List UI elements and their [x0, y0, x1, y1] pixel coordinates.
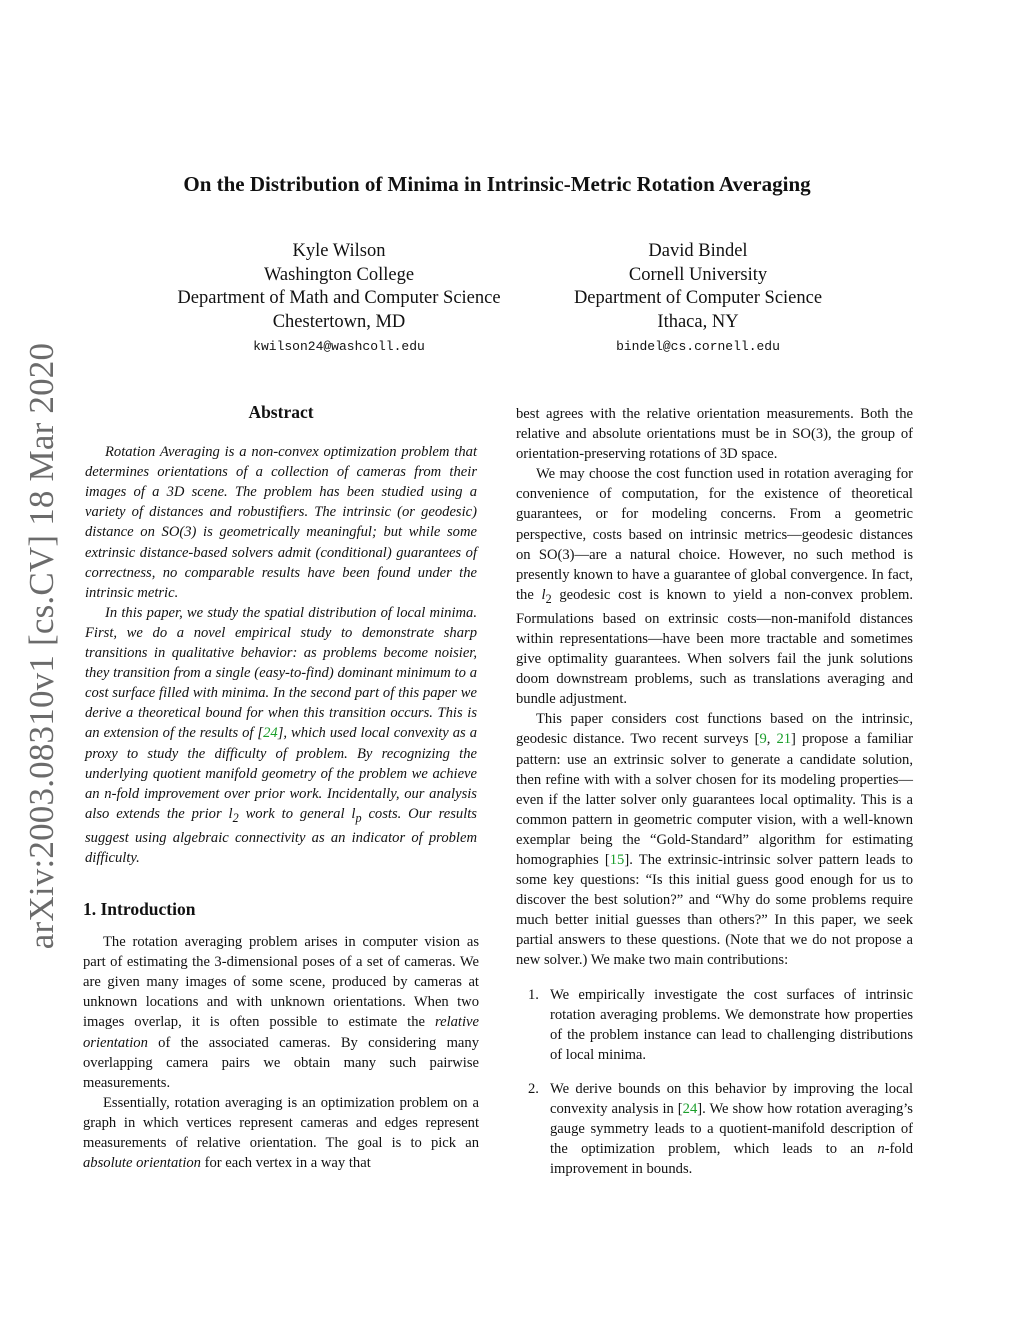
math-symbol: n	[877, 1141, 885, 1158]
author-name: Kyle Wilson	[292, 241, 386, 261]
text-run: ,	[766, 731, 777, 748]
right-column	[516, 404, 913, 1193]
text-run: In this paper, we study the spatial distribution of local minima. First, we do a novel empirical study to demonstrate sharp transitions in qualitative behavior: as problems become noisier, they transition from a single (easy-to-find) dominant minimum to a cost surface filled with minima. In the second part of this paper we derive a theoretical bound for when this transition occurs. This is an extension of the results of [	[85, 604, 477, 742]
text-run: work to general	[238, 805, 352, 822]
author-block-2	[548, 240, 848, 357]
math-subscript: p	[355, 810, 362, 825]
author-email[interactable]: bindel@cs.cornell.edu	[616, 339, 780, 354]
text-run: ] propose a familiar pattern: use an extrinsic solver to generate a candidate solution, then refine with with a solver chosen for its modeling properties—even if the latter solver only guarantees local optimality. This is a common pattern in geometric computer vision, with a well-known exemplar being the “Gold-Standard” algorithm for estimating homographies [	[516, 731, 913, 868]
author-email[interactable]: kwilson24@washcoll.edu	[253, 339, 425, 354]
list-item-text: We derive bounds on this behavior by improving the local convexity analysis in [	[550, 1080, 913, 1117]
author-department: Department of Math and Computer Science	[177, 288, 501, 308]
text-run: of the associated cameras. By considering many overlapping camera pairs we obtain many such pairwise measurements.	[83, 1034, 479, 1091]
author-location: Ithaca, NY	[657, 311, 739, 332]
list-item	[516, 985, 913, 1065]
math-symbol: l	[228, 805, 233, 822]
text-run: costs. Our results suggest using algebraic connectivity as an indicator of problem difficulty.	[85, 805, 477, 866]
text-run: We may choose the cost function used in rotation averaging for convenience of computation, for the existence of theoretical guarantees, or for modeling concerns. From a geometric perspective, costs based on intrinsic metrics—geodesic distances on SO(3)—are a natural choice. However, no such method is presently known to have a guarantee of global convergence. In fact, the	[516, 466, 913, 603]
abstract-body	[83, 442, 479, 868]
list-item-text: -fold improvement in bounds.	[550, 1141, 913, 1178]
text-run: geodesic cost is known to yield a non-convex problem. Formulations based on extrinsic costs—non-manifold distances within representations—have been more tractable and sometimes give optimality guarantees. When solvers fail the junk solutions doom downstream problems, such as translations averaging and bundle adjustment.	[516, 586, 913, 708]
citation-link[interactable]: 24	[682, 1101, 698, 1117]
author-location: Chestertown, MD	[272, 311, 406, 332]
intro-paragraph-1	[83, 932, 479, 1093]
text-run: This paper considers cost functions based on the intrinsic, geodesic distance. Two recent surveys [	[516, 711, 913, 748]
abstract-paragraph-2	[85, 603, 477, 868]
author-name: David Bindel	[648, 241, 748, 261]
intro-paragraph-4	[516, 709, 913, 970]
list-item-text: ]. We show how rotation averaging’s gauge symmetry leads to a quotient-manifold description of the optimization problem, which leads to an	[550, 1101, 913, 1158]
citation-link[interactable]: 24	[263, 725, 278, 742]
math-symbol: l	[351, 805, 356, 822]
section-heading-introduction: 1. Introduction	[83, 898, 196, 919]
contributions-list	[516, 985, 913, 1180]
abstract-paragraph-1: Rotation Averaging is a non-convex optimization problem that determines orientations of a collection of cameras from their images of a 3D scene. The problem has been studied using a variety of distances and robustifiers. The intrinsic (or geodesic) distance on SO(3) is geometrically meaningful; but while some extrinsic distance-based solvers admit (conditional) guarantees of correctness, no comparable results have been found under the intrinsic metric.	[85, 444, 477, 601]
author-affiliation: Washington College	[263, 264, 415, 285]
intro-paragraph-3	[516, 464, 913, 709]
list-number: 1.	[528, 986, 539, 1003]
citation-link[interactable]: 21	[776, 731, 792, 748]
math-symbol: l	[541, 586, 546, 603]
math-subscript: 2	[545, 591, 552, 606]
math-subscript: 2	[232, 810, 239, 825]
text-run: -fold improvement over prior work. Incidentally, our analysis also extends the prior	[85, 785, 477, 822]
arxiv-stamp	[12, 342, 72, 950]
text-run: Essentially, rotation averaging is an optimization problem on a graph in which vertices represent cameras and edges represent measurements of relative orientation. The goal is to pick an	[83, 1094, 479, 1151]
math-symbol: n	[104, 785, 112, 802]
citation-link[interactable]: 9	[759, 731, 767, 748]
emphasis: relative orientation	[83, 1014, 479, 1051]
paper-title: On the Distribution of Minima in Intrinsic-Metric Rotation Averaging	[183, 172, 811, 196]
abstract-heading: Abstract	[248, 402, 314, 422]
emphasis: absolute orientation	[83, 1155, 201, 1172]
intro-paragraph-2-continued: best agrees with the relative orientation measurements. Both the relative and absolute orientations must be in SO(3), the group of orientation-preserving rotations of 3D space.	[516, 406, 913, 463]
list-item	[516, 1079, 913, 1179]
author-block-1	[150, 240, 528, 357]
author-department: Department of Computer Science	[573, 288, 823, 308]
list-number: 2.	[528, 1080, 539, 1097]
text-run: ], which used local convexity as a proxy to study the difficulty of problem. By recognizing the underlying quotient manifold geometry of the problem we achieve an	[85, 725, 477, 802]
left-column	[83, 402, 479, 1173]
list-item-text: We empirically investigate the cost surfaces of intrinsic rotation averaging problems. We demonstrate how properties of the problem instance can lead to challenging distributions of local minima.	[550, 986, 913, 1063]
arxiv-stamp-text: arXiv:2003.08310v1 [cs.CV] 18 Mar 2020	[22, 342, 62, 950]
author-affiliation: Cornell University	[628, 264, 768, 285]
text-run: The rotation averaging problem arises in computer vision as part of estimating the 3-dimensional poses of a set of cameras. We are given many images of some scene, produced by cameras at unknown locations and with unknown orientations. When two images overlap, it is often possible to estimate the	[83, 934, 479, 1031]
text-run: ]. The extrinsic-intrinsic solver pattern leads to some key questions: “Is this initial guess good enough for us to discover the best solution?” and “Why do some problems require much better initial guesses than others?” In this paper, we seek partial answers to these questions. (Note that we do not propose a new solver.) We make two main contributions:	[516, 851, 913, 969]
intro-paragraph-2	[83, 1093, 479, 1173]
citation-link[interactable]: 15	[609, 851, 625, 868]
text-run: for each vertex in a way that	[200, 1155, 371, 1172]
